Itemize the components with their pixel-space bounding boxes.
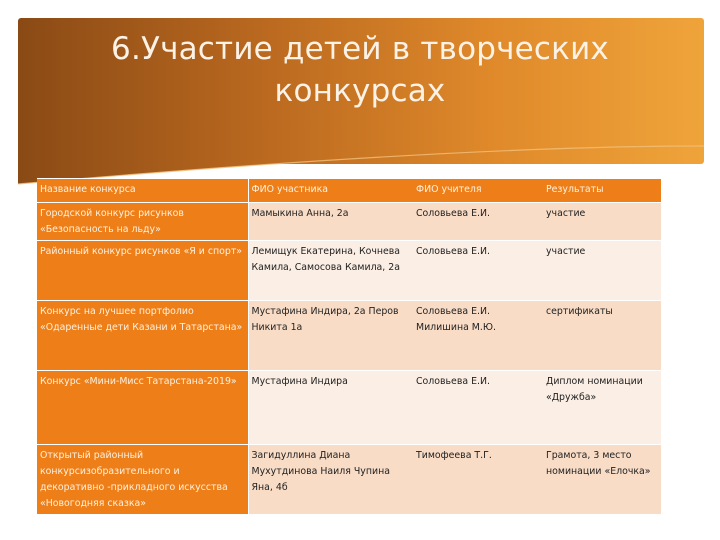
cell-result: участие (543, 241, 661, 301)
table-row (37, 301, 661, 371)
table-row (37, 445, 661, 515)
slide-title-line-2: конкурсах (274, 73, 446, 109)
table-header-row (37, 179, 661, 203)
header-contest-name: Название конкурса (37, 179, 248, 203)
cell-result: участие (543, 203, 661, 241)
table-row (37, 371, 661, 445)
cell-teacher: Соловьева Е.И. (413, 371, 543, 445)
table-row (37, 241, 661, 301)
cell-contest-name: Открытый районный конкурсизобразительного и декоративно -прикладного искусства «Новогодняя сказка» (37, 445, 248, 515)
cell-contest-name: Конкурс «Мини-Мисс Татарстана-2019» (37, 371, 248, 445)
cell-participant: Загидуллина Диана Мухутдинова Наиля Чупина Яна, 4б (248, 445, 413, 515)
slide-title (40, 28, 680, 112)
cell-result: сертификаты (543, 301, 661, 371)
cell-contest-name: Городской конкурс рисунков «Безопасность на льду» (37, 203, 248, 241)
cell-teacher: Тимофеева Т.Г. (413, 445, 543, 515)
cell-contest-name: Районный конкурс рисунков «Я и спорт» (37, 241, 248, 301)
header-results: Результаты (543, 179, 661, 203)
cell-teacher: Соловьева Е.И. Милишина М.Ю. (413, 301, 543, 371)
cell-participant: Мустафина Индира (248, 371, 413, 445)
cell-contest-name: Конкурс на лучшее портфолио «Одаренные дети Казани и Татарстана» (37, 301, 248, 371)
cell-participant: Лемищук Екатерина, Кочнева Камила, Самосова Камила, 2а (248, 241, 413, 301)
cell-participant: Мамыкина Анна, 2а (248, 203, 413, 241)
contests-table (37, 178, 661, 515)
cell-teacher: Соловьева Е.И. (413, 241, 543, 301)
slide-title-line-1: 6.Участие детей в творческих (111, 31, 609, 67)
header-participant: ФИО участника (248, 179, 413, 203)
table-row (37, 203, 661, 241)
cell-result: Диплом номинации «Дружба» (543, 371, 661, 445)
cell-teacher: Соловьева Е.И. (413, 203, 543, 241)
cell-result: Грамота, 3 место номинации «Елочка» (543, 445, 661, 515)
cell-participant: Мустафина Индира, 2а Перов Никита 1а (248, 301, 413, 371)
header-teacher: ФИО учителя (413, 179, 543, 203)
